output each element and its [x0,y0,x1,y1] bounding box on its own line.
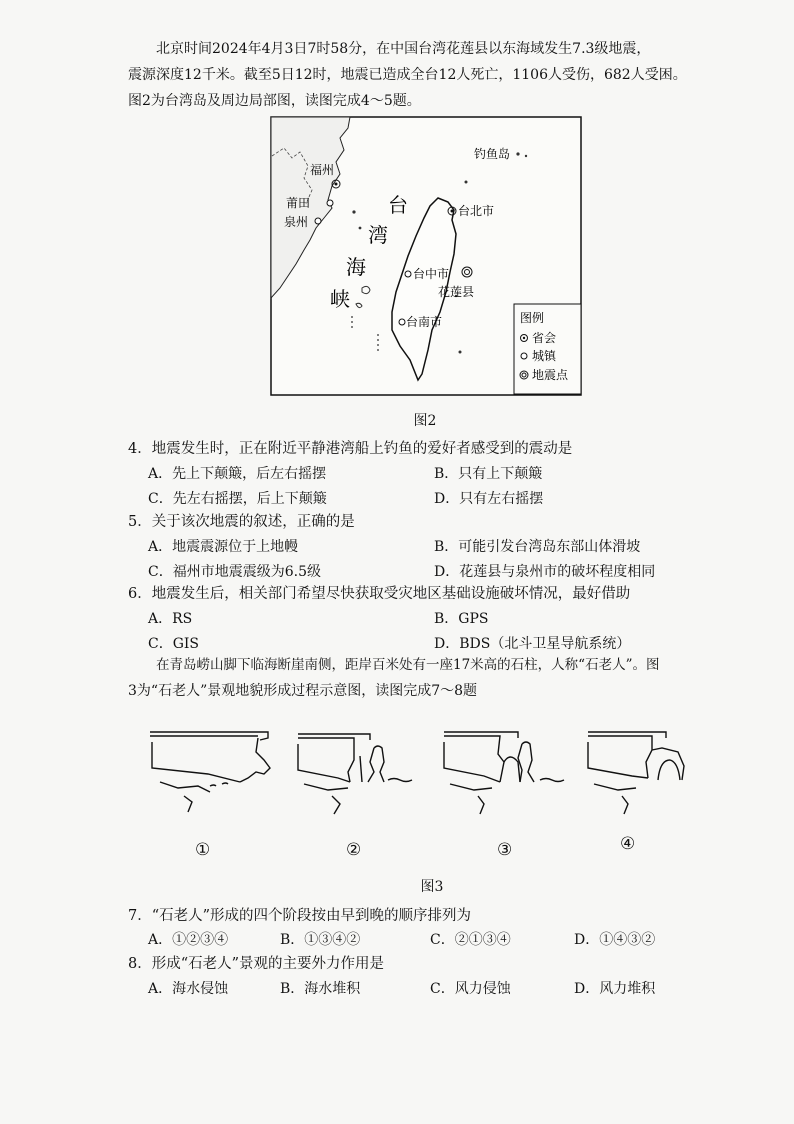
putian-town-marker [327,200,333,206]
q4-option-c: C．先左右摇摆，后上下颠簸 [148,491,327,507]
q4-option-b: B．只有上下颠簸 [434,466,543,482]
label-taibei: 台北市 [458,204,495,218]
diaoyu-islet [525,155,527,157]
legend-capital-dot [523,337,525,339]
tainan-town-marker [399,319,405,325]
legend-capital-label: 省会 [532,331,557,345]
question-5-options [148,535,728,585]
q5-option-a: A．地震震源位于上地幔 [148,539,299,555]
stone-oldman-landform-figure [148,722,688,822]
label-strait-1: 台 [388,193,408,217]
intro1-line3: 图2为台湾岛及周边局部图，读图完成4～5题。 [128,93,421,109]
stage-label-1: ① [195,840,211,860]
question-4-options [148,462,728,512]
q7-option-d: D．①④③② [574,932,656,948]
islet [459,351,462,354]
stage-2-sketch [298,734,412,814]
stage-label-3: ③ [497,840,513,860]
q8-option-a: A．海水侵蚀 [148,981,229,997]
q4-option-d: D．只有左右摇摆 [434,491,544,507]
label-strait-4: 峡 [330,287,350,311]
figure2-caption: 图2 [413,413,437,429]
q6-option-a: A．RS [148,611,193,627]
label-strait-3: 海 [346,255,366,279]
coastal-islet [352,210,355,213]
q7-option-c: C．②①③④ [430,932,511,948]
question-6-options [148,607,728,657]
q8-option-d: D．风力堆积 [574,981,656,997]
label-fuzhou: 福州 [310,163,335,177]
question-7-stem: 7．“石老人”形成的四个阶段按由早到晚的顺序排列为 [128,908,472,924]
figure3-caption: 图3 [420,879,444,895]
q7-option-a: A．①②③④ [148,932,229,948]
stage-label-4: ④ [620,834,636,854]
q7-option-b: B．①③④② [280,932,361,948]
taizhong-town-marker [405,271,411,277]
intro1-line2: 震源深度12千米。截至5日12时，地震已造成全台12人死亡，1106人受伤，682人受困。 [128,67,687,83]
question-4-stem: 4．地震发生时，正在附近平静港湾船上钓鱼的爱好者感受到的震动是 [128,441,573,457]
coastal-islet [359,227,362,230]
intro2-line2: 3为“石老人”景观地貌形成过程示意图，读图完成7～8题 [128,683,478,699]
intro2-line1: 在青岛崂山脚下临海断崖南侧，距岸百米处有一座17米高的石柱，人称“石老人”。图 [156,657,660,673]
q5-option-b: B．可能引发台湾岛东部山体滑坡 [434,539,641,555]
intro-paragraph-1 [128,36,718,114]
taiwan-map [270,116,582,396]
q8-option-c: C．风力侵蚀 [430,981,511,997]
legend-town-label: 城镇 [532,349,557,363]
legend-title: 图例 [520,311,545,325]
question-6-stem: 6．地震发生后，相关部门希望尽快获取受灾地区基础设施破坏情况，最好借助 [128,586,631,602]
taibei-capital-dot [451,210,454,213]
stage-4-sketch [588,732,684,814]
question-5-stem: 5．关于该次地震的叙述，正确的是 [128,514,355,530]
fuzhou-capital-dot [335,183,338,186]
label-hualian: 花莲县 [438,285,475,299]
intro-paragraph-2 [128,652,708,704]
intro1-line1: 北京时间2024年4月3日7时58分，在中国台湾花莲县以东海域发生7.3级地震， [156,41,651,57]
q5-option-c: C．福州市地震震级为6.5级 [148,564,321,580]
legend-epicenter-label: 地震点 [532,368,569,382]
stage-1-sketch [150,732,270,812]
label-quanzhou: 泉州 [284,215,309,229]
legend-town-icon [521,353,527,359]
label-taizhong: 台中市 [413,267,450,281]
label-tainan: 台南市 [406,315,443,329]
label-diaoyu: 钓鱼岛 [474,147,511,161]
q6-option-b: B．GPS [434,611,489,627]
question-8-stem: 8．形成“石老人”景观的主要外力作用是 [128,956,385,972]
label-strait-2: 湾 [368,223,388,247]
label-putian: 莆田 [286,196,311,210]
stage-label-2: ② [346,840,362,860]
q4-option-a: A．先上下颠簸，后左右摇摆 [148,466,327,482]
stage-3-sketch [444,732,564,814]
question-8-options [148,977,728,1002]
q8-option-b: B．海水堆积 [280,981,361,997]
diaoyu-islet [516,152,519,155]
islet [465,181,468,184]
quanzhou-town-marker [315,218,321,224]
q6-option-c: C．GIS [148,636,200,652]
question-7-options [148,928,728,953]
q5-option-d: D．花莲县与泉州市的破坏程度相同 [434,564,656,580]
q6-option-d: D．BDS（北斗卫星导航系统） [434,636,631,652]
